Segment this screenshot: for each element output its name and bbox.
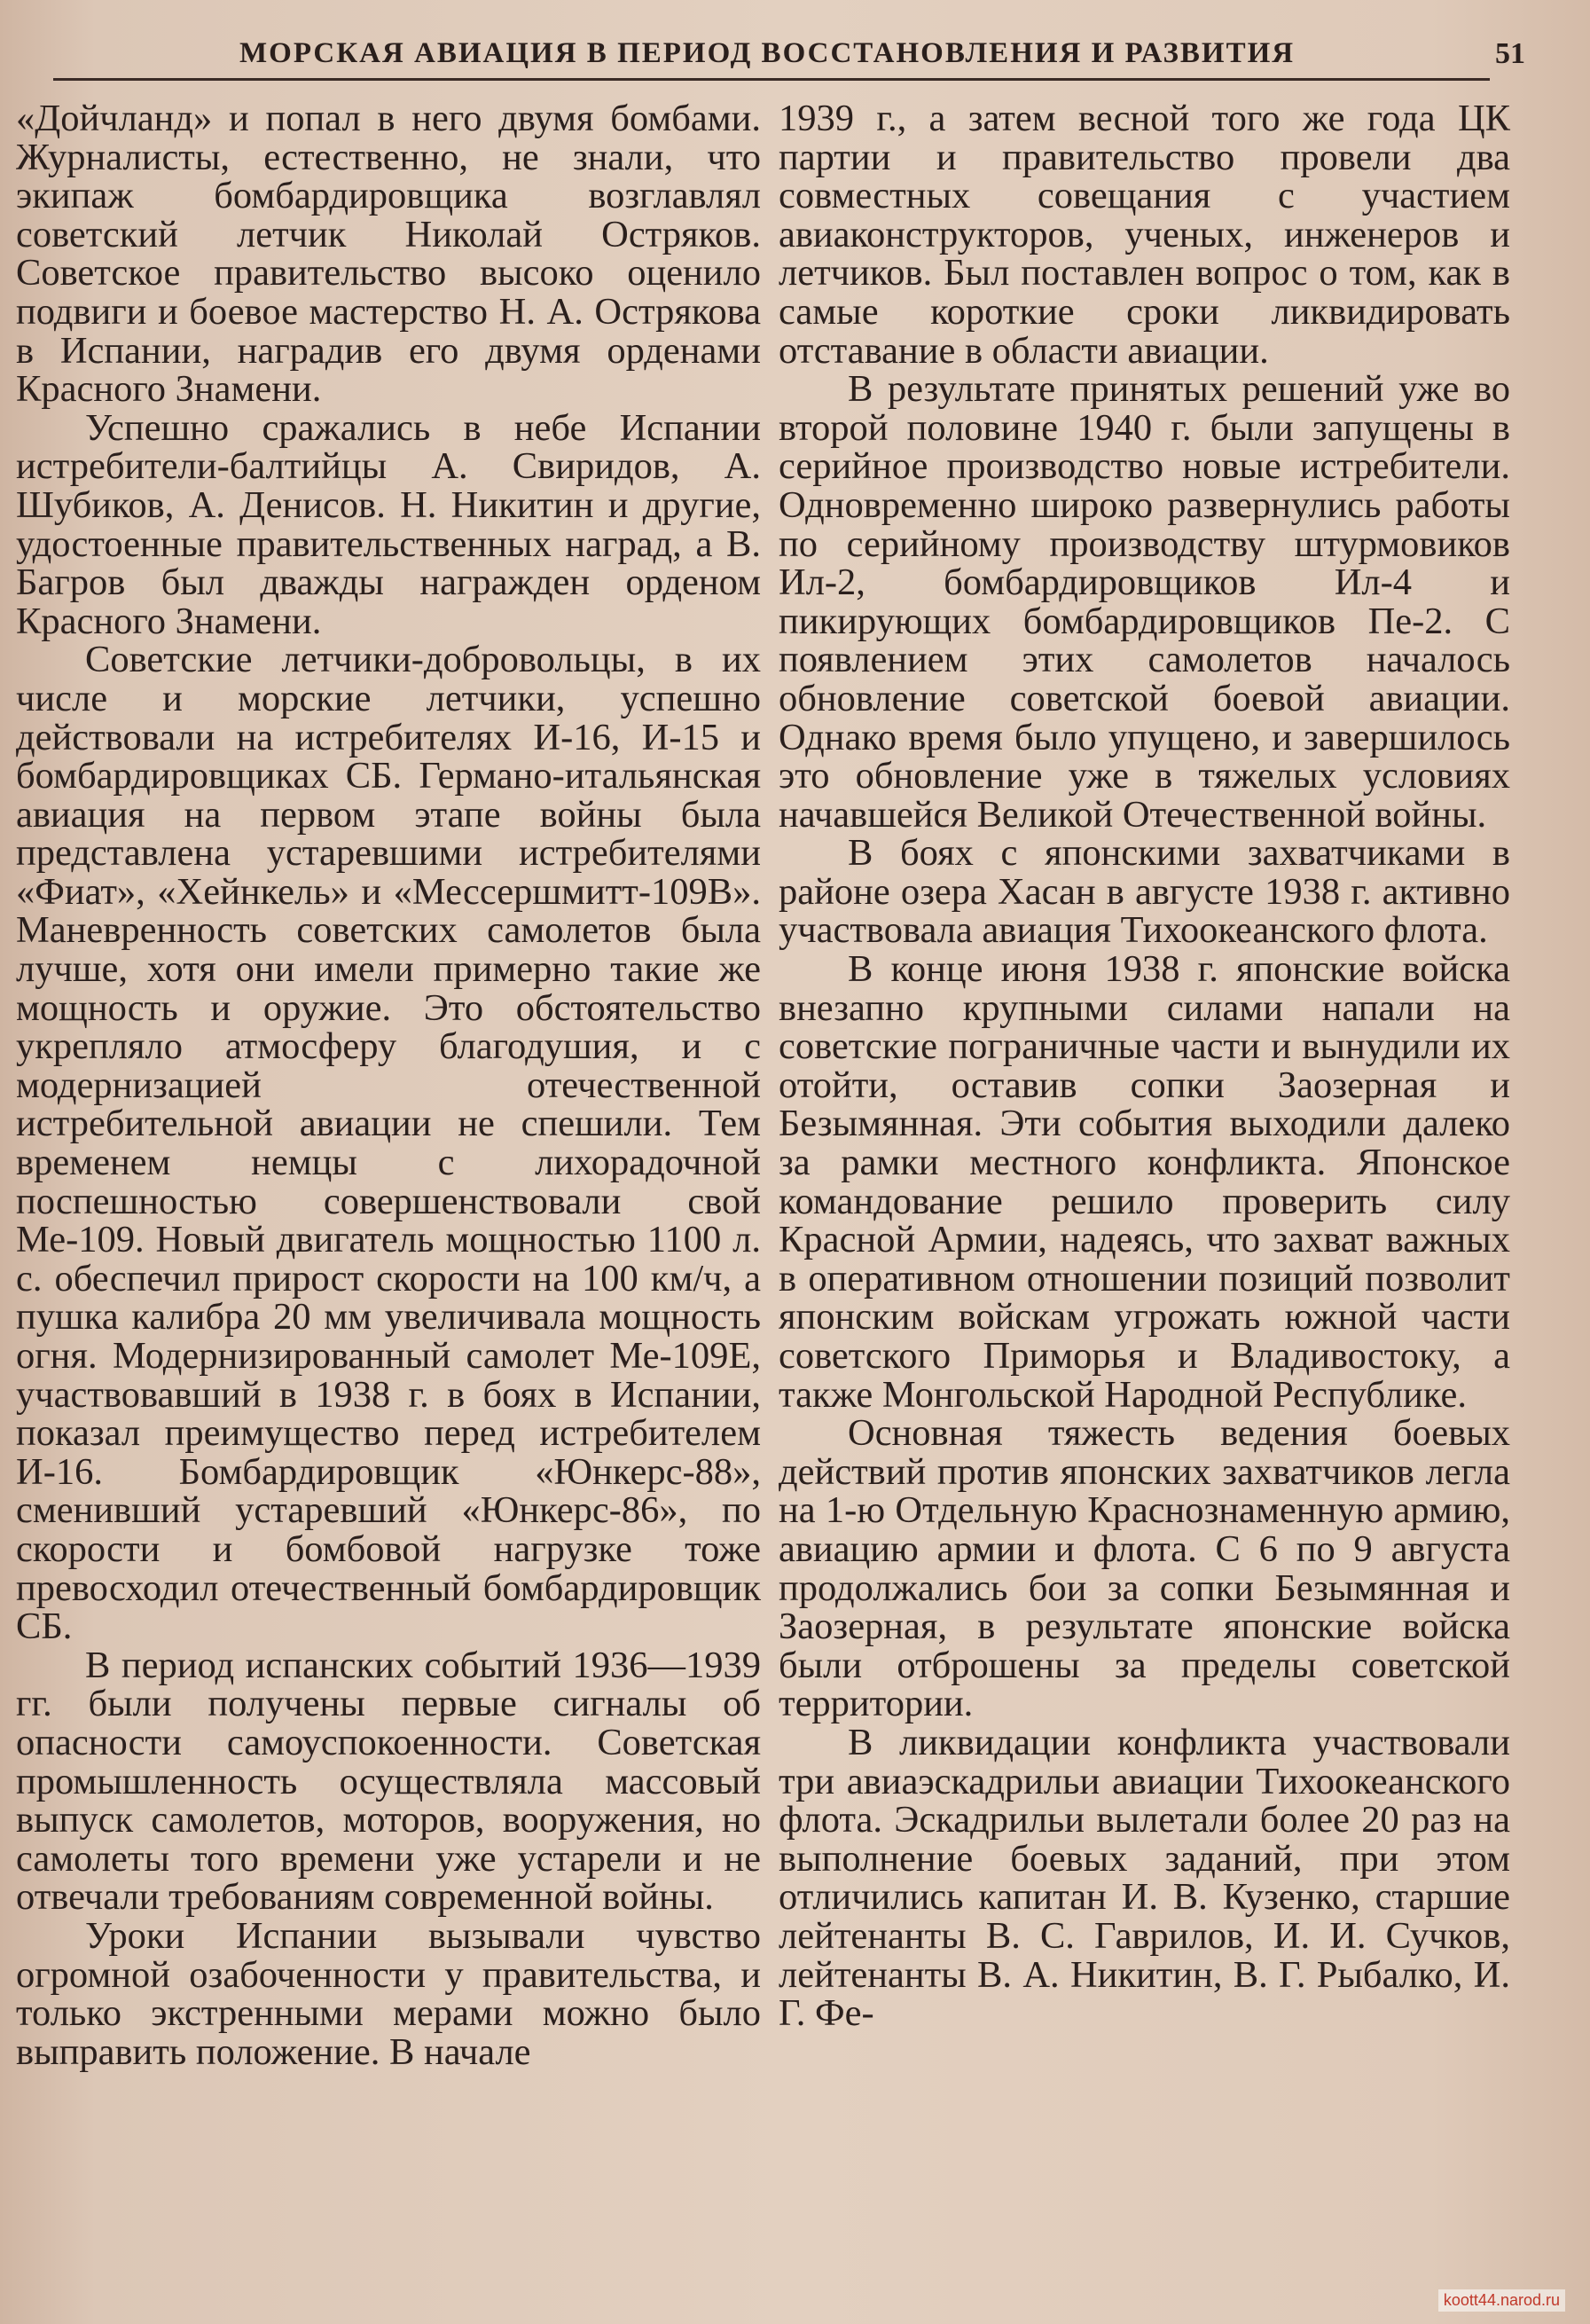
paragraph: Основная тяжесть ведения боевых действий против японских захватчиков легла на 1-ю Отдельную Краснознаменную армию, авиацию армии и флота. С 6 по 9 августа продолжались бои за сопки Безымянная и Заозерная, в результате японские войска были отброшены за пределы советской территории.	[779, 1412, 1510, 1725]
page-number: 51	[1495, 37, 1525, 70]
paragraph: В конце июня 1938 г. японские войска внезапно крупными силами напали на советские пограничные части и вынудили их отойти, оставив сопки Заозерная и Безымянная. Эти события выходили далеко за рамки местного конфликта. Японское командование решило проверить силу Красной Армии, надеясь, что захват важных в оперативном отношении позиций позволит японским войскам угрожать южной части советского Приморья и Владивостоку, а также Монгольской Народной Республике.	[779, 948, 1510, 1416]
paragraph: В ликвидации конфликта участвовали три авиаэскадрильи авиации Тихоокеанского флота. Эскадрильи вылетали более 20 раз на выполнение боевых заданий, при этом отличились капитан И. В. Кузенко, старшие лейтенанты В. С. Гаврилов, И. И. Сучков, лейтенанты В. А. Никитин, В. Г. Рыбалко, И. Г. Фе-	[779, 1721, 1510, 2035]
paragraph: Успешно сражались в небе Испании истребители-балтийцы А. Свиридов, А. Шубиков, А. Денисов. Н. Никитин и другие, удостоенные правительственных наград, а В. Багров был дважды награжден орденом Красного Знамени.	[16, 406, 761, 642]
paragraph: «Дойчланд» и попал в него двумя бомбами. Журналисты, естественно, не знали, что экипаж бомбардировщика возглавлял советский летчик Николай Остряков. Советское правительство высоко оценило подвиги и боевое мастерство Н. А. Острякова в Испании, наградив его двумя орденами Красного Знамени.	[16, 98, 761, 411]
page-header	[53, 34, 1525, 87]
paragraph: В результате принятых решений уже во второй половине 1940 г. были запущены в серийное производство новые истребители. Одновременно широко развернулись работы по серийному производству штурмовиков Ил-2, бомбардировщиков Ил-4 и пикирующих бомбардировщиков Пе-2. С появлением этих самолетов началось обновление советской боевой авиации. Однако время было упущено, и завершилось это обновление уже в тяжелых условиях начавшейся Великой Отечественной войны.	[779, 368, 1510, 836]
header-rule	[53, 78, 1490, 81]
paragraph: В боях с японскими захватчиками в районе озера Хасан в августе 1938 г. активно участвовала авиация Тихоокеанского флота.	[779, 832, 1510, 952]
paragraph: В период испанских событий 1936—1939 гг. были получены первые сигналы об опасности самоуспокоенности. Советская промышленность осуществляла массовый выпуск самолетов, моторов, вооружения, но самолеты того времени уже устарели и не отвечали требованиям современной войны.	[16, 1644, 761, 1919]
running-title: МОРСКАЯ АВИАЦИЯ В ПЕРИОД ВОССТАНОВЛЕНИЯ И РАЗВИТИЯ	[239, 37, 1296, 69]
paragraph: 1939 г., а затем весной того же года ЦК партии и правительство провели два совместных совещания с участием авиаконструкторов, ученых, инженеров и летчиков. Был поставлен вопрос о том, как в самые короткие сроки ликвидировать отставание в области авиации.	[779, 98, 1510, 372]
paragraph: Советские летчики-добровольцы, в их числе и морские летчики, успешно действовали на истребителях И-16, И-15 и бомбардировщиках СБ. Германо-итальянская авиация на первом этапе войны была представлена устаревшими истребителями «Фиат», «Хейнкель» и «Мессершмитт-109В». Маневренность советских самолетов была лучше, хотя они имели примерно такие же мощность и оружие. Это обстоятельство укрепляло атмосферу благодушия, и с модернизацией отечественной истребительной авиации не спешили. Тем временем немцы с лихорадочной поспешностью совершенствовали свой Ме-109. Новый двигатель мощностью 1100 л. с. обеспечил прирост скорости на 100 км/ч, а пушка калибра 20 мм увеличивала мощность огня. Модернизированный самолет Ме-109Е, участвовавший в 1938 г. в боях в Испании, показал преимущество перед истребителем И-16. Бомбардировщик «Юнкерс-88», сменивший устаревший «Юнкерс-86», по скорости и бомбовой нагрузке тоже превосходил отечественный бомбардировщик СБ.	[16, 639, 761, 1648]
right-column	[779, 99, 1510, 2033]
watermark: koott44.narod.ru	[1438, 2289, 1565, 2312]
left-column	[16, 99, 761, 2071]
paragraph: Уроки Испании вызывали чувство огромной озабоченности у правительства, и только экстренными мерами можно было выправить положение. В начале	[16, 1914, 761, 2073]
